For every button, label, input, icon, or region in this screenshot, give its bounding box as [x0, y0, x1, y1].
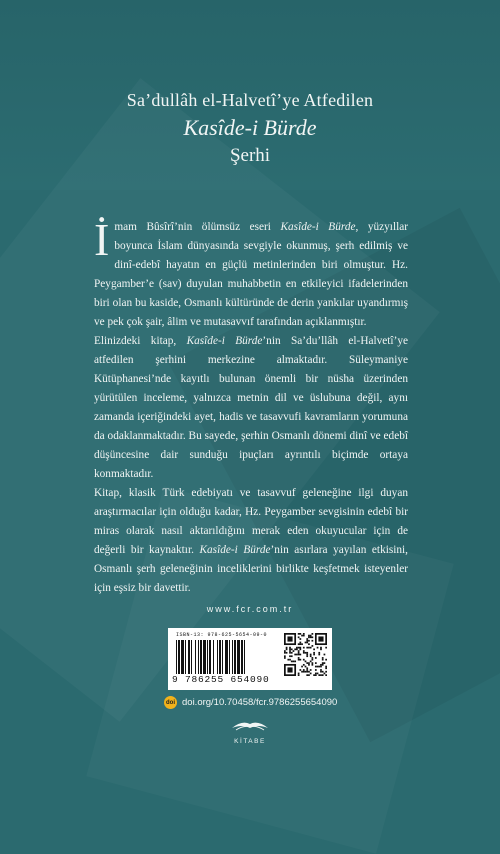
p2-rest: ’nin Sa’du’llâh el-Halvetî’ye atfedilen şerhini merkezine almaktadır. Süleymaniye Kütüphanesi’nde kayıtlı bulunan önemli bir nüsha üzerinden yürütülen inceleme, yalnızca metnin dil ve üslubuna değil, aynı zamanda içeriğindeki ayet, hadis ve tasavvufi kavramların yorumuna da odaklanmaktadır. Bu sayede, şerhin Osmanlı dönemi dinî ve edebî düşüncesine dair sunduğu ipuçları ayrıntılı biçimde ortaya konmaktadır. — [94, 335, 408, 480]
book-title — [0, 90, 500, 167]
p1-italic: Kasîde-i Bürde, — [280, 221, 359, 233]
qr-code-icon — [284, 633, 327, 676]
back-cover-description — [94, 214, 409, 598]
p2-italic: Kasîde-i Bürde — [186, 335, 263, 347]
p3-rest: ’nin asırlara yayılan etkisini, Osmanlı şerh geleneğinin inceliklerini birlikte keşfetmek isteyenler için eşsiz bir davettir. — [94, 544, 409, 594]
title-line3: Şerhi — [229, 145, 271, 166]
p2-start: Elinizdeki kitap, — [94, 335, 187, 347]
isbn-label: ISBN-13: 978-625-5654-09-0 — [176, 632, 268, 638]
isbn-barcode-box — [168, 628, 332, 690]
p3-italic: Kasîde-i Bürde — [199, 544, 271, 556]
p3-start: Kitap, klasik Türk edebiyatı ve tasavvuf geleneğine ilgi duyan araştırmacılar için olduğu kadar, Hz. Peygamber sevgisinin edebî bir miras olarak nasıl aktarıldığını merak eden okuyucular için de değerli bir kaynaktır. — [94, 487, 408, 556]
publisher-website[interactable]: www.fcr.com.tr — [206, 604, 294, 614]
p1-text: mam Bûsîrî’nin ölümsüz eseri — [114, 221, 281, 233]
publisher-logo — [218, 718, 282, 745]
p1-rest: yüzyıllar boyunca İslam dünyasında sevgiyle okunmuş, şerh edilmiş ve dinî-edebî hayatın en güçlü metinlerinden biri olmuştur. Hz. Peygamber’e (sav) duyulan muhabbetin en etkileyici ifadelerinden biri olan bu kaside, Osmanlı kültüründe de derin yankılar uyandırmış ve pek çok şair, âlim ve mutasavvıf tarafından açıklanmıştır. — [94, 221, 408, 328]
publisher-name: KİTABE — [234, 738, 266, 745]
drop-cap: İ — [94, 214, 110, 265]
paragraph-3 — [94, 484, 408, 598]
barcode-digits: 9 786255 654090 — [172, 674, 270, 685]
title-line2: Kasîde-i Bürde — [183, 115, 317, 140]
barcode-icon — [176, 640, 280, 674]
doi-text: doi.org/10.70458/fcr.9786255654090 — [182, 697, 338, 708]
kitabe-logo-icon — [230, 718, 270, 732]
title-line1: Sa’dullâh el-Halvetî’ye Atfedilen — [126, 90, 374, 110]
doi-link[interactable] — [164, 696, 337, 709]
doi-badge-icon: doi — [164, 696, 177, 709]
paragraph-2 — [94, 332, 408, 484]
paragraph-1 — [94, 214, 408, 332]
